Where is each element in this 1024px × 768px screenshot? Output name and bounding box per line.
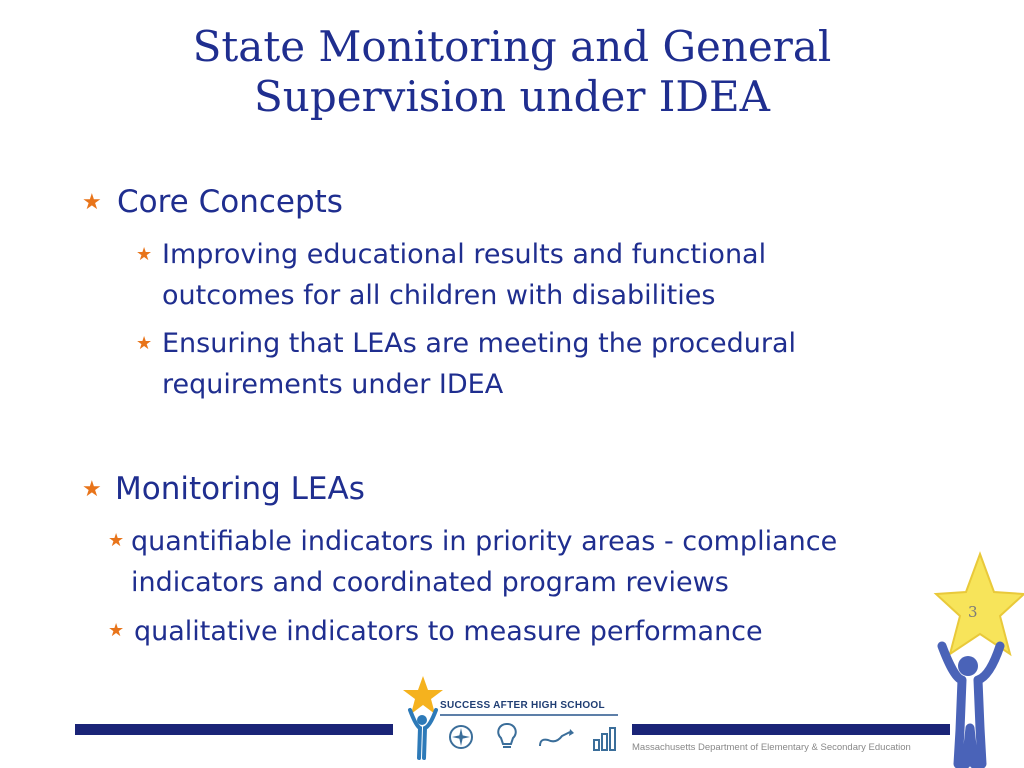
logo-rule xyxy=(440,714,618,716)
bullet-core-sub-2 xyxy=(162,323,796,405)
bullet-core-sub-2-line-2: requirements under IDEA xyxy=(162,369,504,400)
star-bullet-icon: ★ xyxy=(108,620,125,641)
compass-icon xyxy=(448,724,474,750)
bullet-monitoring-leas: Monitoring LEAs xyxy=(115,471,365,507)
logo-text: SUCCESS AFTER HIGH SCHOOL xyxy=(440,700,605,711)
success-logo xyxy=(396,672,630,768)
footer-organization: Massachusetts Department of Elementary & Secondary Education xyxy=(632,742,911,753)
bullet-monitoring-sub-2: qualitative indicators to measure performance xyxy=(134,616,763,647)
corner-star-person-icon xyxy=(918,550,1024,768)
bullet-core-concepts: Core Concepts xyxy=(117,184,343,220)
lightbulb-icon xyxy=(496,722,518,752)
star-bullet-icon: ★ xyxy=(108,530,125,551)
title-line-1: State Monitoring and General xyxy=(192,22,832,71)
person-head xyxy=(958,656,978,676)
star-bullet-icon: ★ xyxy=(82,477,102,502)
title-line-2: Supervision under IDEA xyxy=(254,72,770,121)
footer-bar-left xyxy=(75,724,393,735)
bullet-core-sub-1 xyxy=(162,234,766,316)
path-arrow-icon xyxy=(536,728,576,752)
bullet-core-sub-2-line-1: Ensuring that LEAs are meeting the procedural xyxy=(162,328,797,359)
corner-star-icon xyxy=(936,554,1024,654)
logo-star-person-icon xyxy=(400,674,446,762)
bullet-monitoring-sub-1-line-1: quantifiable indicators in priority areas - compliance xyxy=(131,526,838,557)
footer-bar-right xyxy=(632,724,950,735)
bullet-core-sub-1-line-2: outcomes for all children with disabilities xyxy=(162,280,716,311)
bar-graph-icon xyxy=(592,724,618,752)
bullet-monitoring-sub-1-line-2: indicators and coordinated program reviews xyxy=(131,567,729,598)
star-bullet-icon: ★ xyxy=(136,244,153,265)
bullet-core-sub-1-line-1: Improving educational results and functional xyxy=(162,239,767,270)
star-bullet-icon: ★ xyxy=(136,333,153,354)
page-number: 3 xyxy=(968,603,978,621)
slide-title xyxy=(0,22,1024,122)
bullet-monitoring-sub-1 xyxy=(131,521,837,603)
star-bullet-icon: ★ xyxy=(82,190,102,215)
